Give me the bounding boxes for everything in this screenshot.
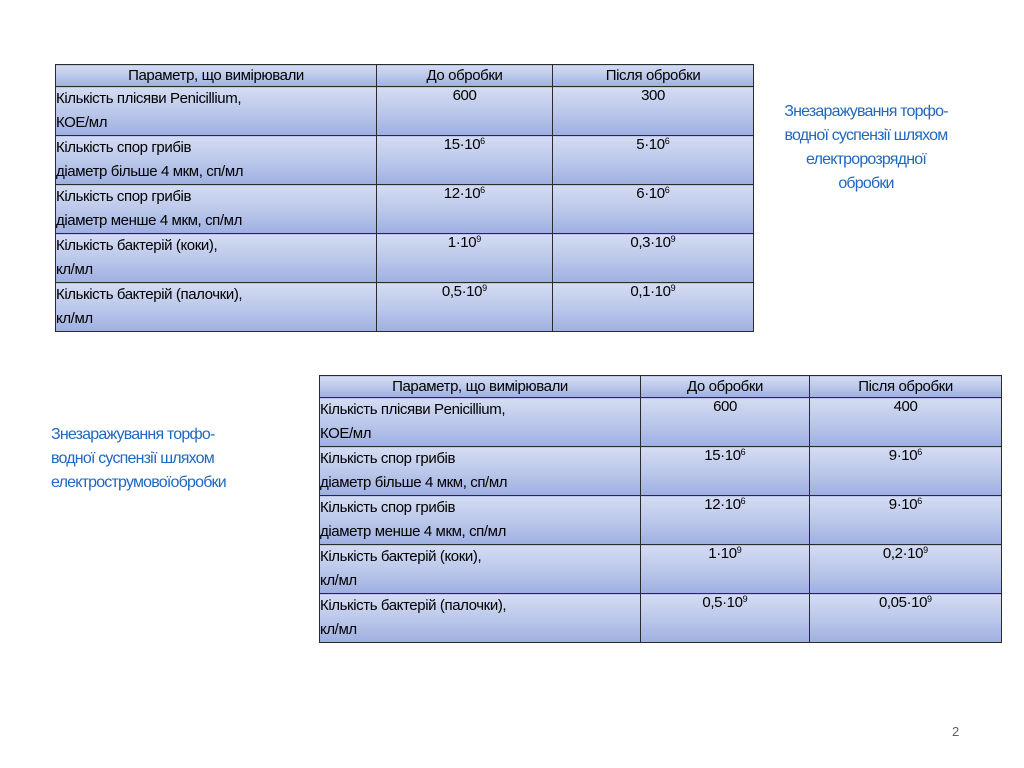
page-number: 2 [952, 724, 960, 739]
param-line: Кількість плісяви Penicillium, [56, 90, 242, 107]
caption-electrodischarge [764, 100, 968, 196]
table-row [320, 594, 1002, 643]
before-exponent: 6 [480, 136, 486, 146]
table-row [320, 545, 1002, 594]
param-cell [56, 234, 377, 283]
after-value: 5·10 [636, 136, 665, 153]
before-value: 1·10 [708, 545, 737, 562]
after-cell [810, 594, 1002, 643]
before-exponent: 6 [740, 496, 746, 506]
caption-electrocurrent [51, 423, 280, 495]
param-line: Кількість спор грибів [56, 139, 192, 156]
before-exponent: 9 [476, 234, 482, 244]
results-table-electrodischarge [55, 64, 754, 332]
after-value: 300 [641, 87, 665, 104]
param-cell [56, 87, 377, 136]
before-value: 1·10 [447, 234, 477, 251]
before-value: 600 [452, 87, 477, 104]
before-cell [377, 87, 553, 136]
before-exponent: 6 [480, 185, 486, 195]
param-unit: діаметр більше 4 мкм, сп/мл [320, 474, 508, 491]
after-cell [553, 185, 754, 234]
param-cell [320, 496, 641, 545]
after-value: 0,2·10 [882, 545, 924, 562]
after-cell [810, 447, 1002, 496]
param-unit: кл/мл [320, 572, 357, 589]
after-value: 0,3·10 [630, 234, 671, 251]
after-value: 400 [893, 398, 918, 415]
param-cell [56, 283, 377, 332]
table-row [56, 234, 754, 283]
table-header-row [320, 376, 1002, 398]
after-cell [553, 87, 754, 136]
after-cell [810, 545, 1002, 594]
column-header-after: Після обробки [810, 376, 1002, 398]
param-line: Кількість спор грибів [56, 188, 192, 205]
before-cell [641, 496, 810, 545]
before-cell [377, 136, 553, 185]
param-unit: КОЕ/мл [56, 114, 108, 131]
param-unit: кл/мл [56, 261, 93, 278]
after-exponent: 6 [917, 447, 923, 457]
table-header-row [56, 65, 754, 87]
before-value: 0,5·10 [702, 594, 743, 611]
caption-line: Знезаражування торфо- [784, 103, 948, 120]
caption-line: обробки [838, 175, 894, 192]
column-header-before: До обробки [377, 65, 553, 87]
param-line: Кількість спор грибів [320, 450, 456, 467]
after-value: 0,05·10 [878, 594, 928, 611]
after-value: 9·10 [888, 496, 918, 513]
param-cell [320, 398, 641, 447]
param-line: Кількість бактерій (коки), [320, 548, 482, 565]
after-exponent: 9 [923, 545, 929, 555]
after-cell [810, 496, 1002, 545]
param-line: Кількість спор грибів [320, 499, 456, 516]
param-cell [320, 447, 641, 496]
param-unit: діаметр більше 4 мкм, сп/мл [56, 163, 244, 180]
param-unit: діаметр менше 4 мкм, сп/мл [56, 212, 242, 229]
column-header-parameter: Параметр, що вимірювали [320, 376, 641, 398]
table-row [56, 185, 754, 234]
param-unit: кл/мл [56, 310, 93, 327]
after-value: 9·10 [888, 447, 918, 464]
after-value: 0,1·10 [630, 283, 671, 300]
after-exponent: 9 [927, 594, 933, 604]
after-exponent: 6 [664, 136, 670, 146]
param-line: Кількість бактерій (коки), [56, 237, 218, 254]
caption-line: водної суспензії шляхом [51, 450, 214, 467]
before-value: 0,5·10 [441, 283, 483, 300]
before-exponent: 6 [740, 447, 746, 457]
param-line: Кількість плісяви Penicillium, [320, 401, 506, 418]
before-value: 15·10 [704, 447, 741, 464]
param-unit: кл/мл [320, 621, 357, 638]
param-unit: КОЕ/мл [320, 425, 372, 442]
before-cell [377, 283, 553, 332]
before-cell [641, 545, 810, 594]
param-line: Кількість бактерій (палочки), [320, 597, 507, 614]
results-table-electrocurrent [319, 375, 1002, 643]
table-row [320, 398, 1002, 447]
param-cell [56, 136, 377, 185]
column-header-after: Після обробки [553, 65, 754, 87]
after-value: 6·10 [636, 185, 665, 202]
param-cell [56, 185, 377, 234]
before-cell [377, 234, 553, 283]
table-row [56, 136, 754, 185]
caption-line: електророзрядної [806, 151, 926, 168]
table-row [320, 447, 1002, 496]
before-cell [641, 398, 810, 447]
after-cell [553, 136, 754, 185]
after-exponent: 9 [670, 234, 676, 244]
param-cell [320, 594, 641, 643]
before-exponent: 9 [742, 594, 748, 604]
before-cell [377, 185, 553, 234]
after-cell [553, 234, 754, 283]
table-row [320, 496, 1002, 545]
before-value: 12·10 [704, 496, 741, 513]
caption-line: електрострумовоїобробки [51, 474, 226, 491]
before-exponent: 9 [482, 283, 488, 293]
after-cell [810, 398, 1002, 447]
after-exponent: 6 [664, 185, 670, 195]
table-row [56, 87, 754, 136]
caption-line: водної суспензії шляхом [784, 127, 948, 144]
param-line: Кількість бактерій (палочки), [56, 286, 243, 303]
before-value: 12·10 [443, 185, 481, 202]
before-exponent: 9 [736, 545, 742, 555]
before-value: 600 [713, 398, 737, 415]
before-cell [641, 447, 810, 496]
after-exponent: 9 [670, 283, 676, 293]
column-header-before: До обробки [641, 376, 810, 398]
before-value: 15·10 [443, 136, 481, 153]
after-cell [553, 283, 754, 332]
param-cell [320, 545, 641, 594]
table-row [56, 283, 754, 332]
column-header-parameter: Параметр, що вимірювали [56, 65, 377, 87]
caption-line: Знезаражування торфо- [51, 426, 215, 443]
param-unit: діаметр менше 4 мкм, сп/мл [320, 523, 506, 540]
before-cell [641, 594, 810, 643]
after-exponent: 6 [917, 496, 923, 506]
